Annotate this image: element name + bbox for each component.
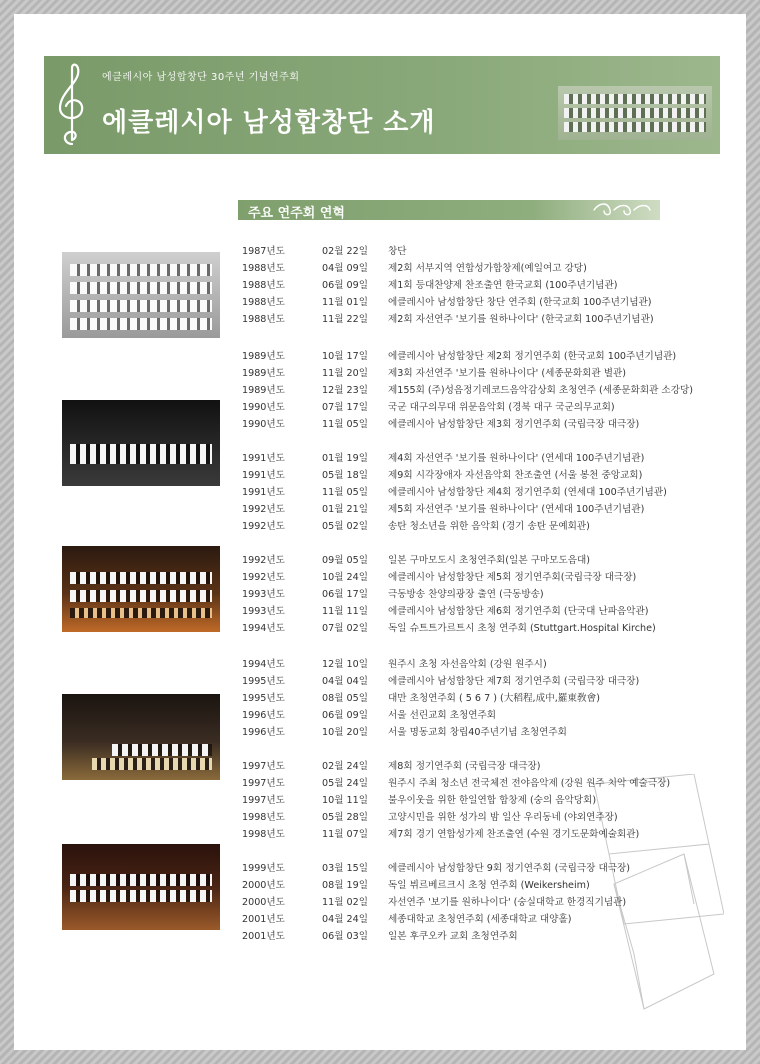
event-description: 국군 대구의무대 위문음악회 (경북 대구 국군의무교회) bbox=[388, 402, 615, 413]
event-description: 에클레시아 남성합창단 제4회 정기연주회 (연세대 100주년기념관) bbox=[388, 487, 667, 498]
event-date: 09월 05일 bbox=[322, 555, 368, 566]
event-date: 06월 17일 bbox=[322, 589, 368, 600]
event-date: 10월 11일 bbox=[322, 795, 368, 806]
event-description: 세종대학교 초청연주회 (세종대학교 대양홀) bbox=[388, 914, 572, 925]
event-date: 11월 22일 bbox=[322, 314, 368, 325]
event-date: 08월 19일 bbox=[322, 880, 368, 891]
event-date: 01월 21일 bbox=[322, 504, 368, 515]
event-year: 1989년도 bbox=[242, 385, 285, 396]
event-description: 독일 슈트트가르트시 초청 연주회 (Stuttgart.Hospital Kirche) bbox=[388, 623, 656, 634]
event-date: 02월 24일 bbox=[322, 761, 368, 772]
event-description: 에클레시아 남성합창단 제3회 정기연주회 (국립극장 대극장) bbox=[388, 419, 640, 430]
event-year: 1999년도 bbox=[242, 863, 285, 874]
event-date: 11월 02일 bbox=[322, 897, 368, 908]
event-date: 10월 17일 bbox=[322, 351, 368, 362]
event-description: 서울 명동교회 창립40주년기념 초청연주회 bbox=[388, 727, 567, 738]
event-date: 11월 11일 bbox=[322, 606, 368, 617]
event-description: 제7회 경기 연합성가제 찬조출연 (수원 경기도문화예술회관) bbox=[388, 829, 640, 840]
event-description: 송탄 청소년을 위한 음악회 (경기 송탄 문예회관) bbox=[388, 521, 590, 532]
event-date: 04월 24일 bbox=[322, 914, 368, 925]
event-year: 1992년도 bbox=[242, 572, 285, 583]
event-description: 제9회 시각장애자 자선음악회 찬조출연 (서울 봉천 중앙교회) bbox=[388, 470, 643, 481]
concert-history-list bbox=[14, 14, 746, 1050]
event-date: 12월 10일 bbox=[322, 659, 368, 670]
event-year: 1988년도 bbox=[242, 314, 285, 325]
event-date: 04월 04일 bbox=[322, 676, 368, 687]
event-description: 원주시 초청 자선음악회 (강원 원주시) bbox=[388, 659, 547, 670]
event-year: 1994년도 bbox=[242, 623, 285, 634]
event-year: 1998년도 bbox=[242, 829, 285, 840]
event-year: 1989년도 bbox=[242, 368, 285, 379]
event-year: 1995년도 bbox=[242, 693, 285, 704]
event-description: 제3회 자선연주 '보기를 원하나이다' (세종문화회관 별관) bbox=[388, 368, 626, 379]
event-date: 02월 22일 bbox=[322, 246, 368, 257]
event-description: 일본 구마모도시 초청연주회(일본 구마모도음대) bbox=[388, 555, 590, 566]
event-date: 10월 20일 bbox=[322, 727, 368, 738]
event-year: 1988년도 bbox=[242, 280, 285, 291]
event-date: 07월 17일 bbox=[322, 402, 368, 413]
event-year: 1997년도 bbox=[242, 778, 285, 789]
event-description: 창단 bbox=[388, 246, 407, 257]
event-year: 1992년도 bbox=[242, 504, 285, 515]
event-year: 1991년도 bbox=[242, 453, 285, 464]
event-year: 1990년도 bbox=[242, 419, 285, 430]
event-year: 1988년도 bbox=[242, 263, 285, 274]
event-date: 11월 01일 bbox=[322, 297, 368, 308]
event-year: 2000년도 bbox=[242, 880, 285, 891]
event-date: 07월 02일 bbox=[322, 623, 368, 634]
event-date: 06월 03일 bbox=[322, 931, 368, 942]
event-description: 제155회 (주)성음정기레코드음악감상회 초청연주 (세종문화회관 소강당) bbox=[388, 385, 693, 396]
event-year: 1991년도 bbox=[242, 487, 285, 498]
event-date: 10월 24일 bbox=[322, 572, 368, 583]
event-description: 에클레시아 남성합창단 제7회 정기연주회 (국립극장 대극장) bbox=[388, 676, 640, 687]
event-description: 자선연주 '보기를 원하나이다' (숭실대학교 한경직기념관) bbox=[388, 897, 627, 908]
event-description: 원주시 주최 청소년 전국체전 전야음악제 (강원 원주 치악 예술극장) bbox=[388, 778, 671, 789]
event-date: 11월 07일 bbox=[322, 829, 368, 840]
event-description: 에클레시아 남성합창단 창단 연주회 (한국교회 100주년기념관) bbox=[388, 297, 652, 308]
event-year: 2000년도 bbox=[242, 897, 285, 908]
event-description: 제2회 서부지역 연합성가합창제(예일여고 강당) bbox=[388, 263, 587, 274]
event-year: 1991년도 bbox=[242, 470, 285, 481]
event-description: 제1회 등대찬양제 찬조출연 한국교회 (100주년기념관) bbox=[388, 280, 618, 291]
page-title: 에클레시아 남성합창단 소개 bbox=[102, 108, 436, 138]
event-year: 1998년도 bbox=[242, 812, 285, 823]
event-date: 01월 19일 bbox=[322, 453, 368, 464]
event-description: 일본 후쿠오카 교회 초청연주회 bbox=[388, 931, 518, 942]
event-year: 1988년도 bbox=[242, 297, 285, 308]
event-date: 05월 28일 bbox=[322, 812, 368, 823]
event-description: 에클레시아 남성합창단 제6회 정기연주회 (단국대 난파음악관) bbox=[388, 606, 649, 617]
section-title: 주요 연주회 연혁 bbox=[248, 206, 345, 221]
event-date: 05월 24일 bbox=[322, 778, 368, 789]
event-description: 서울 선린교회 초청연주회 bbox=[388, 710, 497, 721]
event-year: 1992년도 bbox=[242, 521, 285, 532]
event-description: 제4회 자선연주 '보기를 원하나이다' (연세대 100주년기념관) bbox=[388, 453, 645, 464]
event-description: 제2회 자선연주 '보기를 원하나이다' (한국교회 100주년기념관) bbox=[388, 314, 654, 325]
event-year: 1993년도 bbox=[242, 589, 285, 600]
page-sheet bbox=[14, 14, 746, 1050]
event-date: 12월 23일 bbox=[322, 385, 368, 396]
event-year: 1996년도 bbox=[242, 710, 285, 721]
event-date: 06월 09일 bbox=[322, 710, 368, 721]
header-subtitle: 에클레시아 남성합창단 30주년 기념연주회 bbox=[102, 72, 300, 83]
event-description: 불우이웃을 위한 한일연합 합창제 (숭의 음악당회) bbox=[388, 795, 597, 806]
event-date: 11월 05일 bbox=[322, 419, 368, 430]
event-year: 1996년도 bbox=[242, 727, 285, 738]
event-date: 04월 09일 bbox=[322, 263, 368, 274]
event-description: 독일 뷔르베르크시 초청 연주회 (Weikersheim) bbox=[388, 880, 590, 891]
event-year: 1992년도 bbox=[242, 555, 285, 566]
event-description: 에클레시아 남성합창단 9회 정기연주회 (국립극장 대극장) bbox=[388, 863, 630, 874]
event-description: 제5회 자선연주 '보기를 원하나이다' (연세대 100주년기념관) bbox=[388, 504, 645, 515]
event-year: 1989년도 bbox=[242, 351, 285, 362]
event-description: 고양시민을 위한 성가의 밤 일산 우리동네 (야외연주장) bbox=[388, 812, 618, 823]
event-year: 1995년도 bbox=[242, 676, 285, 687]
event-year: 1994년도 bbox=[242, 659, 285, 670]
event-description: 극동방송 찬양의광장 출연 (극동방송) bbox=[388, 589, 544, 600]
event-year: 2001년도 bbox=[242, 914, 285, 925]
event-date: 08월 05일 bbox=[322, 693, 368, 704]
event-date: 11월 20일 bbox=[322, 368, 368, 379]
event-date: 11월 05일 bbox=[322, 487, 368, 498]
event-year: 1993년도 bbox=[242, 606, 285, 617]
event-year: 1997년도 bbox=[242, 761, 285, 772]
event-date: 05월 02일 bbox=[322, 521, 368, 532]
event-year: 1990년도 bbox=[242, 402, 285, 413]
event-date: 06월 09일 bbox=[322, 280, 368, 291]
event-year: 1997년도 bbox=[242, 795, 285, 806]
event-description: 제8회 정기연주회 (국립극장 대극장) bbox=[388, 761, 541, 772]
event-year: 1987년도 bbox=[242, 246, 285, 257]
event-description: 대만 초청연주회 ( 5 6 7 ) (大稻程,成中,羅東敎會) bbox=[388, 693, 600, 704]
event-description: 에클레시아 남성합창단 제2회 정기연주회 (한국교회 100주년기념관) bbox=[388, 351, 677, 362]
event-date: 05월 18일 bbox=[322, 470, 368, 481]
event-year: 2001년도 bbox=[242, 931, 285, 942]
event-description: 에클레시아 남성합창단 제5회 정기연주회(국립극장 대극장) bbox=[388, 572, 637, 583]
event-date: 03월 15일 bbox=[322, 863, 368, 874]
